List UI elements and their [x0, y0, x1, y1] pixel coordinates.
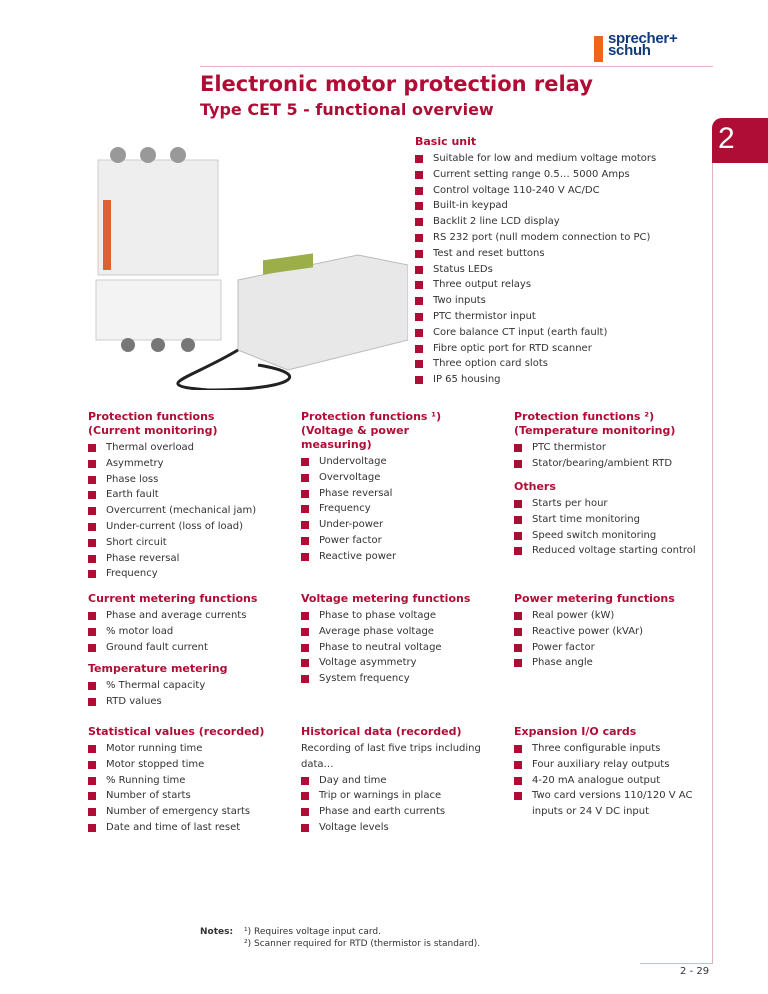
section-heading: Voltage metering functions [301, 592, 471, 605]
feature-list [514, 741, 719, 820]
footer-rule [640, 963, 713, 964]
list-item: Phase loss [88, 472, 293, 488]
section-heading: Others [514, 480, 556, 493]
list-item: Ground fault current [88, 640, 293, 656]
function-section [514, 480, 719, 559]
list-item: Date and time of last reset [88, 820, 293, 836]
section-heading: Statistical values (recorded) [88, 725, 265, 738]
list-item: Two card versions 110/120 V AC inputs or 24 V DC input [514, 788, 719, 820]
list-item: Day and time [301, 773, 506, 789]
chapter-tab: 2 [712, 118, 768, 163]
list-item: Earth fault [88, 487, 293, 503]
feature-list [88, 440, 293, 582]
list-item: Average phase voltage [301, 624, 506, 640]
section-heading: Protection functions ¹) (Voltage & power measuring) [301, 410, 442, 451]
feature-list [88, 741, 293, 836]
list-item: Three option card slots [415, 356, 705, 372]
list-item: Three configurable inputs [514, 741, 719, 757]
feature-list [415, 151, 705, 388]
function-section [88, 410, 293, 582]
function-section [514, 592, 719, 671]
feature-list [301, 454, 506, 565]
list-item: Phase angle [514, 655, 719, 671]
section-heading: Protection functions (Current monitoring) [88, 410, 218, 437]
feature-list [88, 678, 293, 710]
list-item: Phase and average currents [88, 608, 293, 624]
function-section [88, 662, 293, 710]
section-heading: Historical data (recorded) [301, 725, 462, 738]
list-item: PTC thermistor [514, 440, 719, 456]
section-heading: Power metering functions [514, 592, 675, 605]
list-item: Frequency [88, 566, 293, 582]
section-heading: Basic unit [415, 135, 477, 148]
list-item: RS 232 port (null modem connection to PC) [415, 230, 705, 246]
list-item: Fibre optic port for RTD scanner [415, 341, 705, 357]
list-item: Under-power [301, 517, 506, 533]
feature-list [514, 608, 719, 671]
list-item: Speed switch monitoring [514, 528, 719, 544]
note-1: ¹) Requires voltage input card. [244, 927, 381, 937]
feature-list [88, 608, 293, 655]
list-item: Reactive power [301, 549, 506, 565]
list-item: Status LEDs [415, 262, 705, 278]
page-number: 2 - 29 [680, 966, 710, 977]
list-item: Phase reversal [88, 551, 293, 567]
list-item: Test and reset buttons [415, 246, 705, 262]
section-heading: Protection functions ²) (Temperature monitoring) [514, 410, 676, 437]
page-title: Electronic motor protection relay [200, 72, 593, 96]
list-item: % Running time [88, 773, 293, 789]
list-item: Asymmetry [88, 456, 293, 472]
page-subtitle: Type CET 5 - functional overview [200, 100, 494, 119]
list-item: System frequency [301, 671, 506, 687]
function-section [514, 410, 719, 472]
list-item: Built-in keypad [415, 198, 705, 214]
list-item: Current setting range 0.5… 5000 Amps [415, 167, 705, 183]
list-item: Thermal overload [88, 440, 293, 456]
list-item: Overvoltage [301, 470, 506, 486]
list-item: Real power (kW) [514, 608, 719, 624]
list-item: Short circuit [88, 535, 293, 551]
section-heading: Current metering functions [88, 592, 258, 605]
section-heading: Temperature metering [88, 662, 228, 675]
list-item: Phase to phase voltage [301, 608, 506, 624]
list-item: % Thermal capacity [88, 678, 293, 694]
product-image [88, 140, 408, 390]
list-item: RTD values [88, 694, 293, 710]
header-rule [200, 66, 713, 67]
feature-list [514, 440, 719, 472]
list-item: IP 65 housing [415, 372, 705, 388]
list-item: Phase reversal [301, 486, 506, 502]
list-item: Voltage asymmetry [301, 655, 506, 671]
list-item: Motor stopped time [88, 757, 293, 773]
function-section [301, 592, 506, 687]
list-item: Stator/bearing/ambient RTD [514, 456, 719, 472]
notes-label: Notes: [200, 927, 234, 937]
list-item: Suitable for low and medium voltage motors [415, 151, 705, 167]
list-item: Reduced voltage starting control [514, 543, 719, 559]
section-intro: Recording of last five trips including data… [301, 743, 481, 770]
feature-list [301, 608, 506, 687]
notes [200, 926, 480, 950]
brand-logo: sprecher+ schuh [594, 36, 680, 64]
list-item: Four auxiliary relay outputs [514, 757, 719, 773]
list-item: Under-current (loss of load) [88, 519, 293, 535]
feature-list [301, 773, 506, 836]
list-item: Three output relays [415, 277, 705, 293]
list-item: Starts per hour [514, 496, 719, 512]
function-section [88, 725, 293, 836]
list-item: Core balance CT input (earth fault) [415, 325, 705, 341]
list-item: 4-20 mA analogue output [514, 773, 719, 789]
list-item: Phase and earth currents [301, 804, 506, 820]
list-item: % motor load [88, 624, 293, 640]
note-2: ²) Scanner required for RTD (thermistor is standard). [244, 939, 481, 949]
list-item: Number of emergency starts [88, 804, 293, 820]
list-item: Power factor [514, 640, 719, 656]
list-item: Two inputs [415, 293, 705, 309]
list-item: Overcurrent (mechanical jam) [88, 503, 293, 519]
margin-rule [712, 163, 713, 963]
function-section [301, 725, 506, 836]
list-item: Phase to neutral voltage [301, 640, 506, 656]
list-item: PTC thermistor input [415, 309, 705, 325]
list-item: Backlit 2 line LCD display [415, 214, 705, 230]
list-item: Start time monitoring [514, 512, 719, 528]
list-item: Undervoltage [301, 454, 506, 470]
list-item: Number of starts [88, 788, 293, 804]
list-item: Control voltage 110-240 V AC/DC [415, 183, 705, 199]
list-item: Motor running time [88, 741, 293, 757]
function-section [301, 410, 506, 565]
function-section [88, 592, 293, 655]
list-item: Trip or warnings in place [301, 788, 506, 804]
list-item: Voltage levels [301, 820, 506, 836]
section-heading: Expansion I/O cards [514, 725, 637, 738]
feature-list [514, 496, 719, 559]
list-item: Power factor [301, 533, 506, 549]
function-section [514, 725, 719, 820]
list-item: Reactive power (kVAr) [514, 624, 719, 640]
basic-unit-section [415, 135, 705, 388]
list-item: Frequency [301, 501, 506, 517]
